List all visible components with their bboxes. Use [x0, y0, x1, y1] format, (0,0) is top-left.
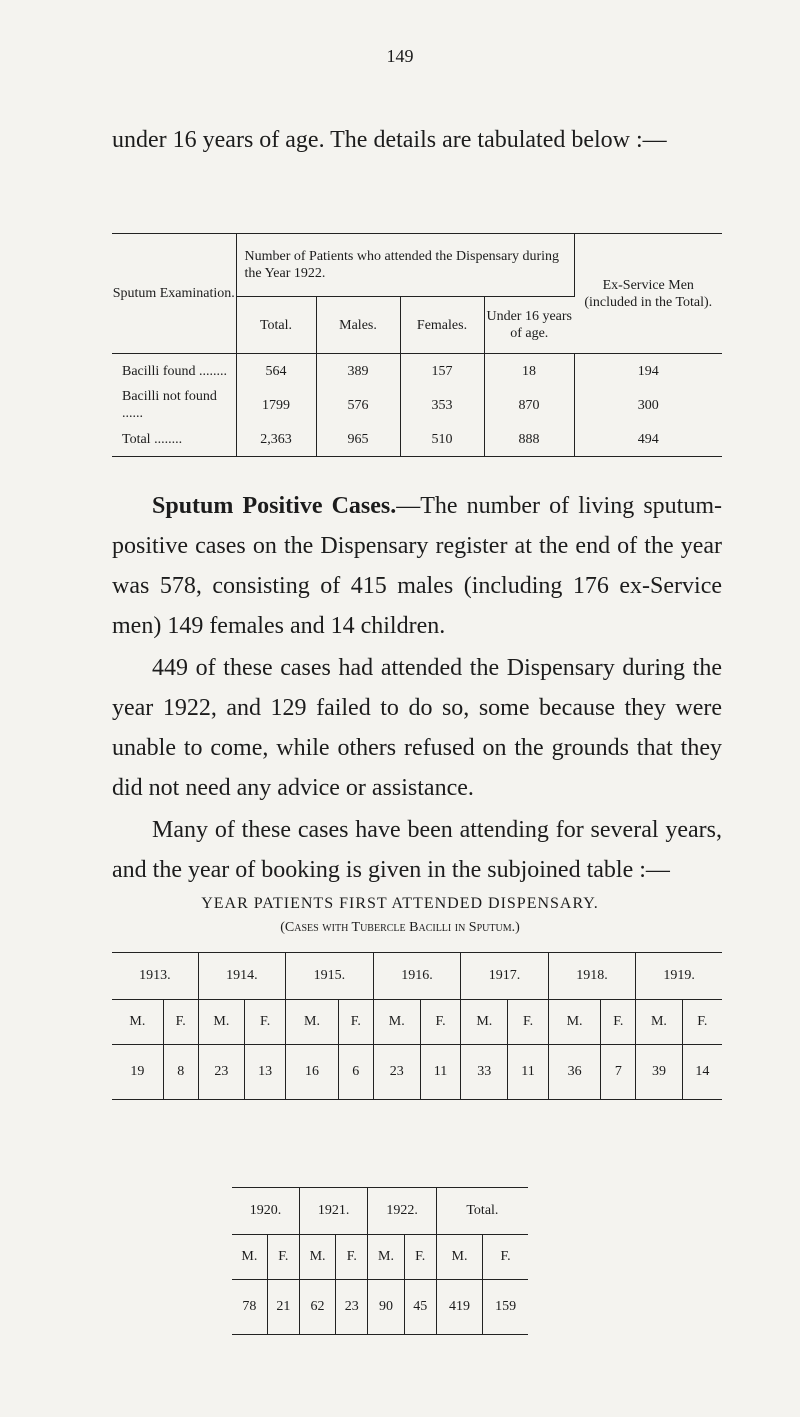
sputum-positive-paragraph — [112, 486, 722, 646]
female-header: F. — [163, 1000, 198, 1045]
table-row — [112, 388, 722, 422]
female-header: F. — [682, 1000, 722, 1045]
header-males: Males. — [316, 297, 400, 354]
male-count: 90 — [368, 1280, 404, 1335]
female-count: 159 — [495, 1299, 517, 1314]
female-count: 11 — [508, 1045, 548, 1100]
female-count: 14 — [695, 1064, 710, 1079]
row-label: Total ........ — [112, 422, 236, 457]
male-count: 33 — [461, 1045, 508, 1100]
female-count: 45 — [404, 1280, 436, 1335]
year-table-title: YEAR PATIENTS FIRST ATTENDED DISPENSARY. — [201, 895, 599, 912]
male-count: 78 — [232, 1280, 267, 1335]
year-header: 1918. — [548, 953, 636, 1000]
sputum-table — [112, 233, 722, 457]
year-header: 1914. — [198, 953, 286, 1000]
female-count: 13 — [245, 1045, 286, 1100]
cell-value: 870 — [484, 388, 574, 422]
year-table-1 — [112, 952, 722, 1100]
header-total: Total. — [236, 297, 316, 354]
female-count: 7 — [601, 1045, 636, 1100]
cell-value: 965 — [316, 422, 400, 457]
cell-value: 300 — [637, 397, 659, 413]
male-header: M. — [436, 1235, 482, 1280]
year-header: Total. — [436, 1188, 528, 1235]
row-label: Bacilli found ........ — [112, 354, 236, 389]
cell-value: 510 — [400, 422, 484, 457]
cell-value: 564 — [236, 354, 316, 389]
male-count: 419 — [436, 1280, 482, 1335]
male-header: M. — [461, 1000, 508, 1045]
female-header: F. — [245, 1000, 286, 1045]
female-header: F. — [404, 1235, 436, 1280]
cell-value: 157 — [400, 354, 484, 389]
male-count: 36 — [548, 1045, 601, 1100]
sputum-positive-text: —The number of living sputum-positive cases on the Dispensary register at the end of the year was 578, consisting of 415 males (including 176 ex-Service men) 149 females and 14 children. — [112, 493, 722, 639]
cell-value: 353 — [400, 388, 484, 422]
sputum-positive-heading: Sputum Positive Cases. — [152, 493, 397, 519]
male-header: M. — [198, 1000, 244, 1045]
cell-value: 194 — [637, 363, 659, 379]
year-header: 1919. — [636, 953, 722, 1000]
male-count: 39 — [636, 1045, 682, 1100]
male-count: 16 — [286, 1045, 339, 1100]
page-number: 149 — [386, 46, 414, 66]
table-row — [112, 354, 722, 389]
female-header: F. — [508, 1000, 548, 1045]
female-count: 8 — [163, 1045, 198, 1100]
female-count: 23 — [336, 1280, 368, 1335]
male-header: M. — [112, 1000, 163, 1045]
female-header: F. — [601, 1000, 636, 1045]
year-header: 1920. — [232, 1188, 299, 1235]
male-header: M. — [548, 1000, 601, 1045]
year-table-subtitle: (Cases with Tubercle Bacilli in Sputum.) — [280, 920, 520, 935]
cell-value: 888 — [484, 422, 574, 457]
booking-paragraph: Many of these cases have been attending for several years, and the year of booking is given in the subjoined table :— — [112, 817, 722, 883]
year-header: 1921. — [299, 1188, 367, 1235]
female-header: F. — [336, 1235, 368, 1280]
year-header: 1917. — [461, 953, 549, 1000]
male-header: M. — [299, 1235, 335, 1280]
year-header: 1916. — [373, 953, 461, 1000]
year-header: 1913. — [112, 953, 198, 1000]
male-header: M. — [286, 1000, 339, 1045]
female-header: F. — [483, 1235, 528, 1280]
male-header: M. — [368, 1235, 404, 1280]
year-header: 1922. — [368, 1188, 436, 1235]
cell-value: 1799 — [236, 388, 316, 422]
cell-value: 389 — [316, 354, 400, 389]
header-females: Females. — [400, 297, 484, 354]
female-header: F. — [338, 1000, 373, 1045]
male-count: 23 — [198, 1045, 244, 1100]
cell-value: 494 — [637, 431, 659, 447]
sputum-corner-header: Sputum Examination. — [112, 234, 236, 354]
male-header: M. — [232, 1235, 267, 1280]
header-under-16: Under 16 years of age. — [484, 297, 574, 354]
intro-paragraph: under 16 years of age. The details are tabulated below :— — [112, 127, 667, 153]
female-count: 21 — [267, 1280, 299, 1335]
row-label: Bacilli not found ...... — [112, 388, 236, 422]
male-header: M. — [636, 1000, 682, 1045]
cell-value: 576 — [316, 388, 400, 422]
attendance-paragraph: 449 of these cases had attended the Dispensary during the year 1922, and 129 failed to do so, some because they were unable to come, while others refused on the grounds that they did not need any advice or assistance. — [112, 655, 722, 801]
cell-value: 2,363 — [236, 422, 316, 457]
cell-value: 18 — [484, 354, 574, 389]
male-count: 62 — [299, 1280, 335, 1335]
year-header: 1915. — [286, 953, 374, 1000]
male-count: 19 — [112, 1045, 163, 1100]
female-header: F. — [267, 1235, 299, 1280]
female-header: F. — [420, 1000, 460, 1045]
male-count: 23 — [373, 1045, 420, 1100]
ex-service-header: Ex-Service Men (included in the Total). — [574, 234, 722, 354]
female-count: 6 — [338, 1045, 373, 1100]
sputum-group-header: Number of Patients who attended the Dispensary during the Year 1922. — [236, 234, 574, 297]
female-count: 11 — [420, 1045, 460, 1100]
year-table-2 — [232, 1187, 528, 1335]
male-header: M. — [373, 1000, 420, 1045]
table-row — [112, 422, 722, 457]
